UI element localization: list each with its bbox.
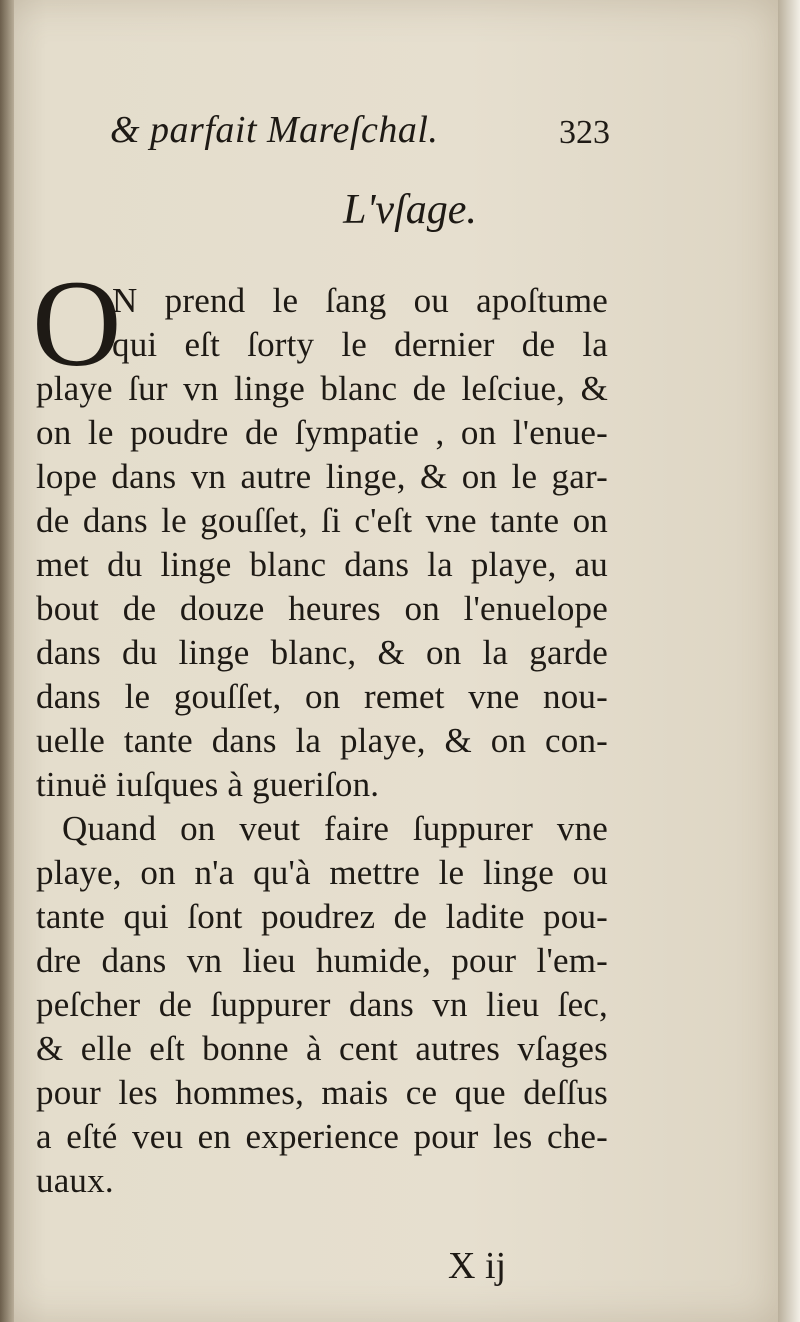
text-line: a eſté veu en experience pour les che- [36,1117,608,1156]
text-line: tante qui ſont poudrez de ladite pou- [36,897,608,936]
text-line: playe ſur vn linge blanc de leſciue, & [36,369,608,408]
text-line: on le poudre de ſympatie , on l'enue- [36,413,608,452]
text-line: de dans le gouſſet, ſi c'eſt vne tante on [36,501,608,540]
text-line: playe, on n'a qu'à mettre le linge ou [36,853,608,892]
text-line: & elle eſt bonne à cent autres vſages [36,1029,608,1068]
signature-mark: X ij [448,1245,507,1287]
page-number: 323 [559,114,610,151]
drop-cap: O [32,255,122,392]
text-line: dre dans vn lieu humide, pour l'em- [36,941,608,980]
running-title: & parfait Mareſchal. [110,109,439,151]
text-line: pour les hommes, mais ce que deſſus [36,1073,608,1112]
text-line: Quand on veut faire ſuppurer vne [62,809,608,848]
text-line: dans le gouſſet, on remet vne nou- [36,677,608,716]
text-line: N prend le ſang ou apoſtume [112,281,608,320]
text-line: met du linge blanc dans la playe, au [36,545,608,584]
text-line: qui eſt ſorty le dernier de la [112,325,608,364]
section-heading: L'vſage. [343,187,477,233]
text-line: lope dans vn autre linge, & on le gar- [36,457,608,496]
text-line: bout de douze heures on l'enuelope [36,589,608,628]
running-header [110,108,610,158]
text-line: tinuë iuſques à gueriſon. [36,765,380,804]
text-line: dans du linge blanc, & on la garde [36,633,608,672]
text-line: uaux. [36,1161,114,1200]
text-line: peſcher de ſuppurer dans vn lieu ſec, [36,985,608,1024]
text-line: uelle tante dans la playe, & on con- [36,721,608,760]
